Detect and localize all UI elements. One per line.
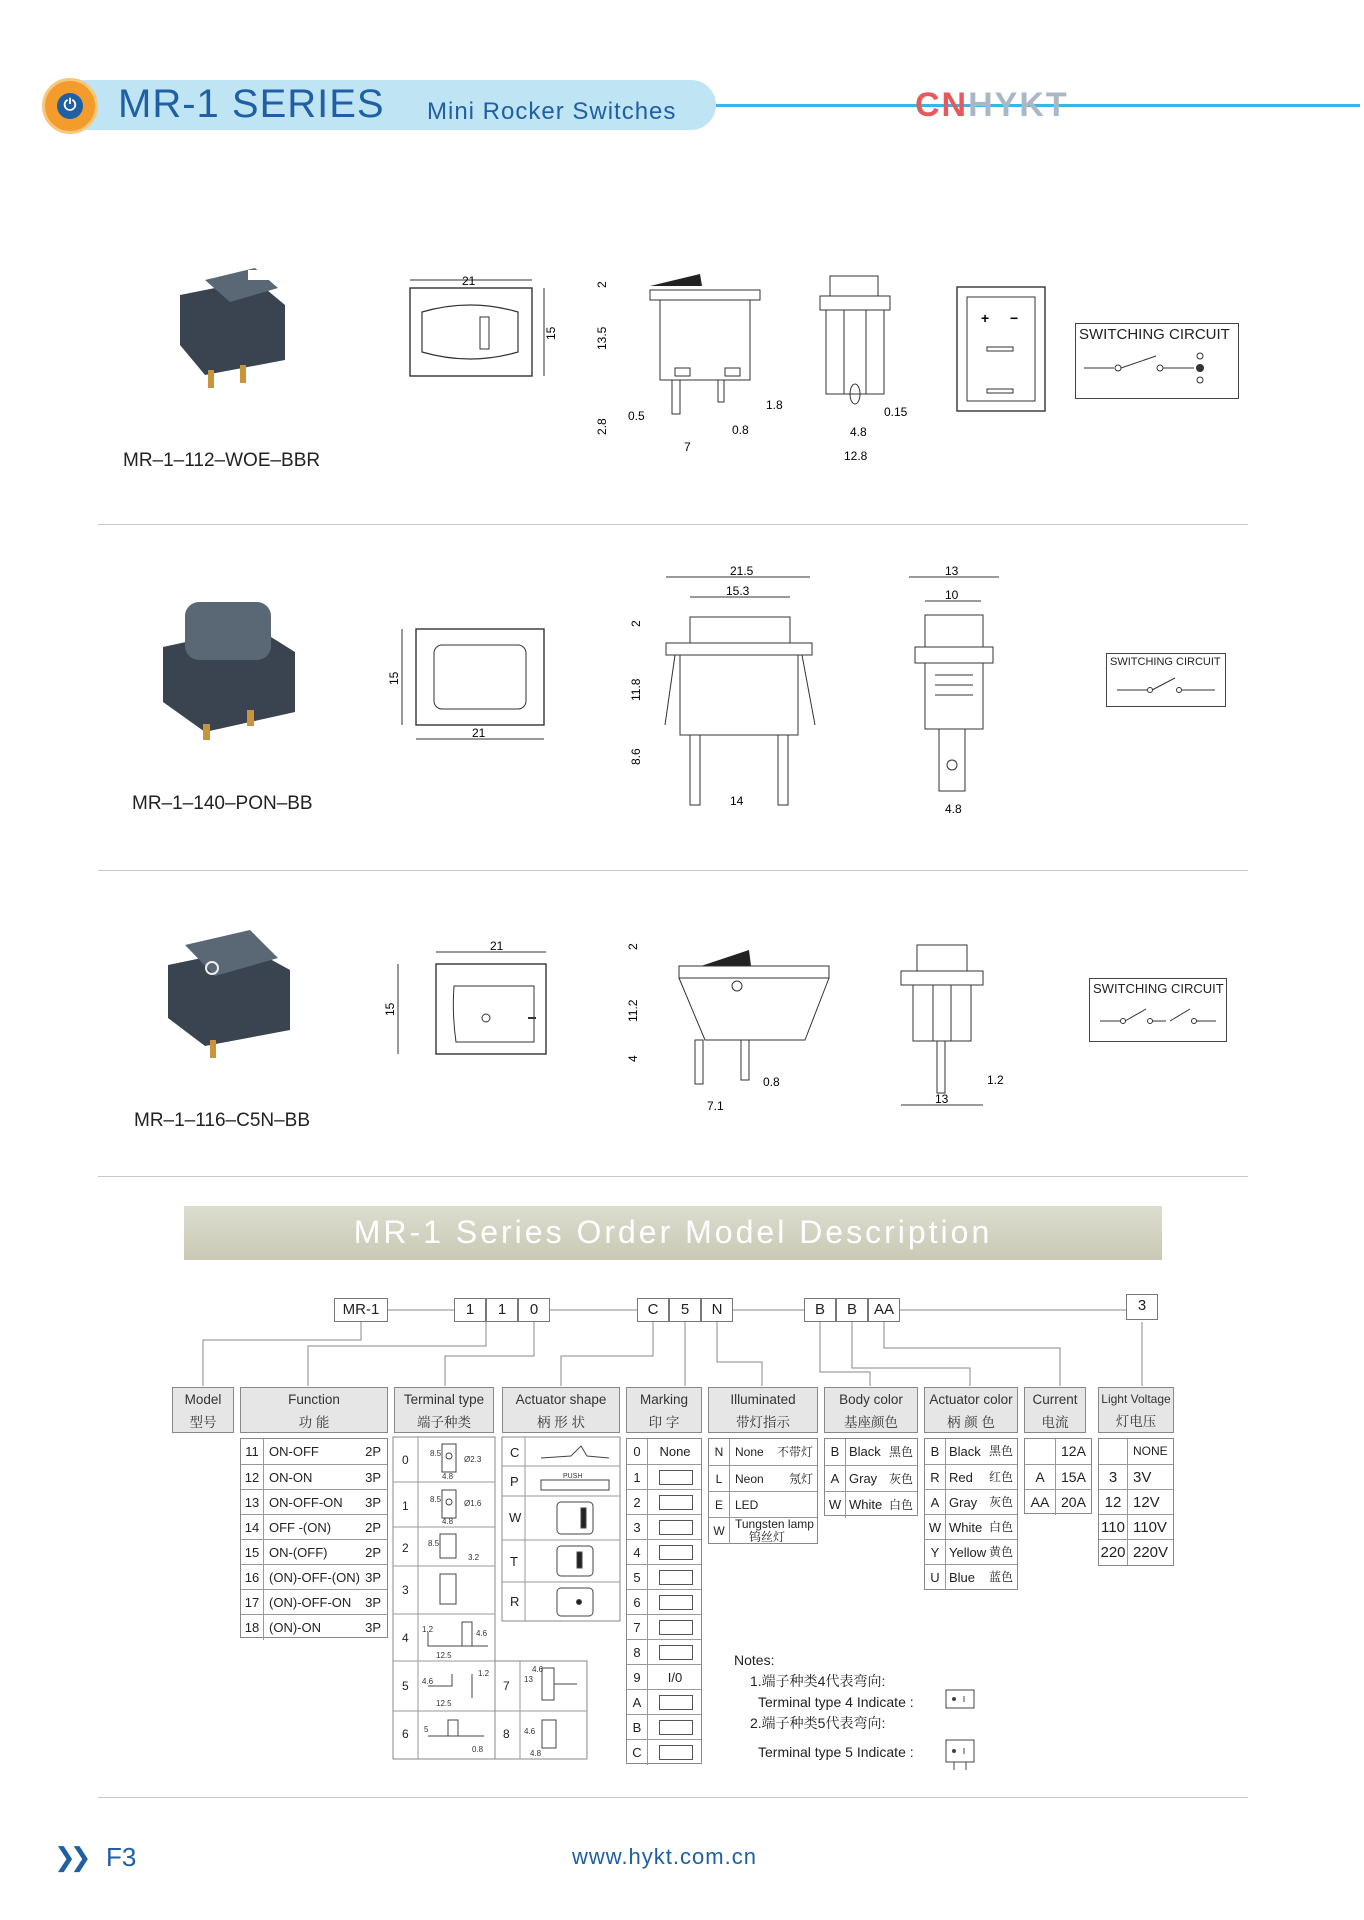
current-value: 20A [1061,1494,1086,1510]
function-pole: 2P [365,1444,381,1459]
marking-code: C [627,1740,648,1765]
body-color-row [825,1439,917,1465]
marking-row [627,1689,701,1715]
light-voltage-value: 110V [1133,1519,1167,1536]
current-row [1025,1489,1091,1515]
light-voltage-row [1099,1514,1173,1540]
light-voltage-code: 110 [1099,1515,1128,1540]
marking-code: 0 [627,1439,648,1464]
dim-side1-3: 1.2 [987,1073,1004,1087]
actuator-color-cn: 红色 [988,1470,1013,1484]
power-icon: ⏻ [57,93,83,119]
dim-pin-1: 2.8 [595,418,609,435]
terminal-code-2: 2 [402,1541,409,1555]
t2-dim-a: 8.5 [428,1539,440,1548]
t1-dim-a: 8.5 [430,1495,442,1504]
brand-part-a: CN [915,86,969,124]
actuator-color-en: Red [949,1470,973,1485]
body-color-row [825,1491,917,1518]
actuator-color-code: U [925,1565,946,1590]
page-subtitle: Mini Rocker Switches [427,98,677,125]
dim-side1-1: 4.8 [850,425,867,439]
code-box-model: MR-1 [334,1298,388,1322]
actuator-code-w: W [509,1510,522,1525]
terminal-4-indicator-icon [944,1688,978,1712]
switching-circuit-3-title: SWITCHING CIRCUIT [1093,981,1224,996]
actuator-color-cn: 灰色 [988,1495,1013,1509]
t1-dim-b: 4.8 [442,1517,454,1526]
actuator-color-row [925,1439,1017,1464]
marking-row [627,1614,701,1640]
header-actuator-color: Actuator color 柄 颜 色 [924,1387,1018,1433]
code-box-voltage: 3 [1126,1294,1158,1320]
note-2: Terminal type 4 Indicate : [758,1694,914,1710]
marking-row [627,1664,701,1690]
drawing-side-2 [620,565,820,825]
footer-rule [98,1797,1248,1798]
light-voltage-code [1099,1439,1128,1464]
dim-top-1: 2 [595,281,609,288]
body-color-row [825,1465,917,1492]
illuminated-row [709,1517,817,1544]
dim-height-3: 15 [383,1002,397,1016]
code-box-function-1: 1 [454,1298,486,1322]
body-color-cn: 灰色 [888,1472,913,1486]
terminal-code-3: 3 [402,1583,409,1597]
actuator-color-en: Yellow [949,1545,987,1560]
function-code: 11 [241,1439,264,1464]
actuator-color-table [924,1438,1018,1590]
function-name: OFF -(ON) [269,1520,332,1535]
page-title: MR-1 SERIES [118,82,385,126]
marking-row [627,1639,701,1665]
bottom-minus-icon: − [1010,310,1019,326]
order-banner [184,1206,1162,1260]
body-color-code: B [825,1439,846,1465]
notes [734,1650,914,1763]
body-color-en: Black [849,1444,881,1459]
dim-height-1: 15 [544,326,558,340]
note-1: 1.端子种类4代表弯向: [750,1673,886,1689]
drawing-bottom-1 [955,285,1047,415]
code-box-actuator-color: B [836,1298,868,1322]
t0-dim-a: 8.5 [430,1449,442,1458]
marking-table [626,1438,702,1764]
function-pole: 3P [365,1570,381,1585]
actuator-color-code: A [925,1490,946,1515]
product-model-1: MR–1–112–WOE–BBR [123,450,321,471]
marking-row [627,1514,701,1540]
function-name: (ON)-ON [269,1620,321,1635]
function-pole: 2P [365,1520,381,1535]
dim-body-3: 11.2 [626,999,640,1022]
t7-dim-a: 13 [524,1675,533,1684]
product-model-3: MR–1–116–C5N–BB [134,1110,311,1131]
t7-dim-b: 4.6 [532,1665,544,1674]
marking-symbol-icon [659,1645,693,1660]
terminal-5-indicator-icon [944,1738,978,1772]
illuminated-code: W [709,1518,730,1544]
marking-row [627,1489,701,1515]
dim-height-2: 15 [387,671,401,685]
body-color-code: A [825,1466,846,1492]
current-row [1025,1464,1091,1490]
illuminated-row [709,1491,817,1518]
terminal-code-6: 6 [402,1727,409,1741]
push-label: PUSH [563,1473,583,1480]
header-current: Current 电流 [1024,1387,1086,1433]
drawing-front-2 [387,615,560,755]
dim-body-1: 13.5 [595,326,609,350]
light-voltage-row [1099,1539,1173,1565]
function-pole: 2P [365,1545,381,1560]
function-code: 15 [241,1540,264,1565]
function-row [241,1589,387,1615]
marking-code: 6 [627,1590,648,1615]
body-color-en: Gray [849,1471,878,1486]
marking-symbol-icon [659,1620,693,1635]
current-table [1024,1438,1092,1514]
code-box-actuator: C [637,1298,669,1322]
actuator-color-code: W [925,1515,946,1540]
marking-code: 9 [627,1665,648,1690]
marking-symbol-icon [659,1545,693,1560]
function-row [241,1514,387,1540]
actuator-color-en: Blue [949,1570,976,1585]
current-code: A [1025,1465,1056,1490]
bottom-plus-icon: + [981,310,990,326]
dim-body-2: 11.8 [629,678,643,701]
body-color-cn: 黑色 [888,1445,913,1459]
drawing-side-1 [590,260,790,470]
light-voltage-code: 220 [1099,1540,1128,1565]
actuator-color-code: Y [925,1540,946,1565]
function-pole: 3P [365,1620,381,1635]
code-box-body-color: B [804,1298,836,1322]
logo [42,78,98,134]
dim-side3-2: 4.8 [945,802,962,816]
code-box-illuminated: N [701,1298,733,1322]
illuminated-cn: 不带灯 [776,1445,813,1459]
page-number: F3 [106,1842,137,1872]
illuminated-row [709,1465,817,1492]
t0-dim-b: 4.8 [442,1472,454,1481]
circuit-diagram-3 [1090,997,1226,1039]
marking-symbol-icon [659,1595,693,1610]
dim-side2-1: 12.8 [844,449,868,463]
marking-code: 5 [627,1565,648,1590]
t4-dim-a: 1.2 [422,1625,434,1634]
illuminated-row [709,1439,817,1465]
actuator-color-cn: 黑色 [988,1444,1013,1458]
t2-dim-b: 3.2 [468,1553,480,1562]
note-3: 2.端子种类5代表弯向: [750,1715,886,1731]
illuminated-table [708,1438,818,1544]
dim-pin-2: 8.6 [629,748,643,765]
header-illuminated: Illuminated 带灯指示 [708,1387,818,1433]
dim-top-3: 2 [626,943,640,950]
note-4: Terminal type 5 Indicate : [758,1744,914,1760]
marking-code: A [627,1690,648,1715]
actuator-code-r: R [510,1594,520,1609]
dim-b-1: 0.8 [732,423,749,437]
light-voltage-value: NONE [1133,1444,1168,1458]
dim-b-3: 7.1 [707,1099,724,1113]
terminal-code-8: 8 [503,1727,510,1741]
drawing-end-2 [895,565,1015,825]
function-pole: 3P [365,1470,381,1485]
product-photo-2 [155,592,305,742]
light-voltage-table [1098,1438,1174,1566]
section-divider-3 [98,1176,1248,1177]
function-table [240,1438,388,1638]
section-divider-1 [98,524,1248,525]
notes-title: Notes: [734,1652,775,1668]
t8-dim-a: 4.6 [524,1727,536,1736]
function-pole: 3P [365,1595,381,1610]
marking-symbol-icon [659,1520,693,1535]
current-value: 15A [1061,1469,1086,1485]
drawing-front-3 [380,938,560,1068]
light-voltage-code: 3 [1099,1465,1128,1490]
t4-dim-c: 4.6 [476,1629,488,1638]
current-value: 12A [1061,1443,1086,1459]
function-name: ON-OFF-ON [269,1495,343,1510]
drawing-side-3 [625,930,825,1120]
illuminated-cn: 钨丝灯 [749,1530,786,1544]
marking-code: 2 [627,1490,648,1515]
dim-width-2: 21 [472,726,486,740]
function-name: ON-OFF [269,1444,319,1459]
body-color-cn: 白色 [888,1498,913,1512]
function-name: (ON)-OFF-(ON) [269,1570,360,1585]
function-name: ON-(OFF) [269,1545,328,1560]
actuator-color-row [925,1489,1017,1515]
marking-code: 4 [627,1540,648,1565]
marking-row [627,1464,701,1490]
illuminated-code: E [709,1492,730,1518]
switching-circuit-3 [1089,978,1227,1042]
terminal-code-4: 4 [402,1631,409,1645]
order-banner-title: MR-1 Series Order Model Description [353,1214,993,1250]
marking-row [627,1439,701,1464]
actuator-color-en: White [949,1520,983,1535]
actuator-color-cn: 蓝色 [988,1570,1013,1584]
dim-a-3: 0.8 [763,1075,780,1089]
light-voltage-row [1099,1439,1173,1464]
illuminated-code: N [709,1439,730,1465]
header-actuator-shape: Actuator shape 柄 形 状 [502,1387,620,1433]
illuminated-en: None [735,1445,764,1459]
switching-circuit-2-title: SWITCHING CIRCUIT [1110,656,1221,668]
header-body-color: Body color 基座颜色 [824,1387,918,1433]
actuator-color-cn: 白色 [988,1520,1013,1534]
drawing-front-1-labels [400,270,570,400]
illuminated-en: Neon [735,1472,764,1486]
marking-symbol-icon [659,1570,693,1585]
light-voltage-row [1099,1464,1173,1490]
function-row [241,1539,387,1565]
light-voltage-value: 12V [1133,1494,1160,1511]
function-name: (ON)-OFF-ON [269,1595,352,1610]
current-code [1025,1439,1056,1464]
product-model-2: MR–1–140–PON–BB [132,793,313,814]
t8-dim-b: 4.8 [530,1749,542,1758]
dim-span-2: 14 [730,794,744,808]
illuminated-code: L [709,1466,730,1492]
dim-side1-2: 13 [945,564,959,578]
function-row [241,1439,387,1464]
function-row [241,1464,387,1490]
current-row [1025,1439,1091,1464]
function-pole: 3P [365,1495,381,1510]
actuator-code-p: P [510,1474,519,1489]
function-code: 14 [241,1515,264,1540]
actuator-color-code: R [925,1465,946,1490]
body-color-code: W [825,1492,846,1518]
current-code: AA [1025,1490,1056,1515]
circuit-diagram-2 [1107,670,1225,704]
function-code: 16 [241,1565,264,1590]
t0-dim-c: Ø2.3 [464,1455,482,1464]
terminal-code-1: 1 [402,1499,409,1513]
drawing-end-1 [808,268,948,468]
marking-row [627,1539,701,1565]
light-voltage-row [1099,1489,1173,1515]
marking-code: 8 [627,1640,648,1665]
circuit-diagram-1 [1076,344,1236,394]
section-divider-2 [98,870,1248,871]
illuminated-en: LED [735,1498,759,1512]
function-code: 13 [241,1490,264,1515]
dim-side3-1: 0.15 [884,405,908,419]
marking-row [627,1564,701,1590]
function-code: 17 [241,1590,264,1615]
header-model: Model 型号 [172,1387,234,1433]
marking-row [627,1714,701,1740]
illuminated-en: Tungsten lamp [735,1517,814,1531]
function-row [241,1564,387,1590]
dim-c-1: 1.8 [766,398,783,412]
brand-logo [915,86,1069,125]
marking-code: 3 [627,1515,648,1540]
marking-code: B [627,1715,648,1740]
t6-dim-a: 5 [424,1725,429,1734]
dim-a-1: 0.5 [628,409,645,423]
drawing-end-3 [895,935,1025,1120]
dim-w2-2: 15.3 [726,584,750,598]
actuator-color-row [925,1539,1017,1565]
header-light-voltage: Light Voltage 灯电压 [1098,1387,1174,1433]
dim-w1-2: 21.5 [730,564,754,578]
dim-width-1: 21 [462,274,476,288]
marking-row [627,1589,701,1615]
actuator-color-code: B [925,1439,946,1464]
t1-dim-c: Ø1.6 [464,1499,482,1508]
actuator-code-c: C [510,1445,520,1460]
function-row [241,1489,387,1515]
marking-row [627,1739,701,1765]
marking-code: 7 [627,1615,648,1640]
dim-top-2: 2 [629,620,643,627]
double-chevron-icon: ❯❯ [54,1842,86,1872]
dim-d-1: 7 [684,440,691,454]
t6-dim-b: 0.8 [472,1745,484,1754]
body-color-en: White [849,1497,883,1512]
code-box-terminal: 0 [518,1298,550,1322]
product-photo-1 [160,250,300,390]
illuminated-cn: 氖灯 [788,1472,813,1486]
function-row [241,1614,387,1640]
marking-symbol-icon [659,1495,693,1510]
code-box-current: AA [868,1298,900,1322]
product-photo-3 [160,920,300,1060]
code-box-function-2: 1 [486,1298,518,1322]
marking-code: 1 [627,1465,648,1490]
code-connectors [0,1290,1364,1390]
marking-symbol-icon [659,1470,693,1485]
dim-side2-3: 13 [935,1092,949,1106]
actuator-color-cn: 黄色 [988,1545,1013,1559]
marking-symbol-icon [659,1720,693,1735]
function-code: 12 [241,1465,264,1490]
actuator-shape-table [501,1436,623,1626]
actuator-color-en: Gray [949,1495,978,1510]
actuator-code-t: T [510,1554,518,1569]
light-voltage-code: 12 [1099,1490,1128,1515]
header-function: Function 功 能 [240,1387,388,1433]
body-color-table [824,1438,918,1516]
t4-dim-b: 12.5 [436,1651,452,1660]
code-box-marking: 5 [669,1298,701,1322]
t5-dim-a: 4.6 [422,1677,434,1686]
switching-circuit-1 [1075,323,1239,399]
actuator-color-row [925,1514,1017,1540]
website-url: www.hykt.com.cn [572,1844,757,1869]
marking-label: None [659,1444,691,1459]
function-name: ON-ON [269,1470,313,1485]
terminal-code-7: 7 [503,1679,510,1693]
switching-circuit-2 [1106,653,1226,707]
dim-pin-3: 4 [626,1055,640,1062]
dim-side2-2: 10 [945,588,959,602]
brand-part-b: HYKT [968,86,1069,124]
switching-circuit-1-title: SWITCHING CIRCUIT [1079,326,1230,343]
t5-dim-b: 12.5 [436,1699,452,1708]
function-code: 18 [241,1615,264,1640]
header-marking: Marking 印 字 [626,1387,702,1433]
marking-symbol-icon [659,1745,693,1760]
header-terminal: Terminal type 端子种类 [394,1387,494,1433]
actuator-color-row [925,1564,1017,1590]
light-voltage-value: 3V [1133,1469,1152,1486]
marking-symbol-icon [659,1695,693,1710]
t5-dim-c: 1.2 [478,1669,490,1678]
terminal-code-0: 0 [402,1453,409,1467]
actuator-color-row [925,1464,1017,1490]
actuator-color-en: Black [949,1444,981,1459]
light-voltage-value: 220V [1133,1544,1169,1561]
marking-label: I/0 [667,1670,683,1685]
terminal-code-5: 5 [402,1679,409,1693]
dim-width-3: 21 [490,939,504,953]
